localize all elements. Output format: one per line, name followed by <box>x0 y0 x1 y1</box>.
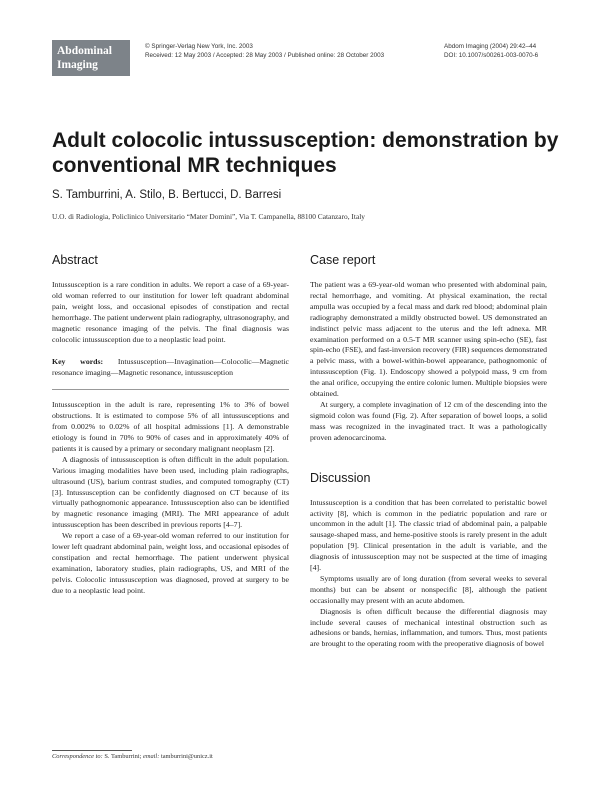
article-title: Adult colocolic intussusception: demonstration by conventional MR techniques <box>52 129 559 177</box>
doi-line: DOI: 10.1007/s00261-003-0070-6 <box>444 52 539 59</box>
keywords-label: Key words: <box>52 357 104 367</box>
discussion-heading: Discussion <box>310 470 371 485</box>
keywords-text: Intussusception—Invagination—Colocolic—Magnetic resonance imaging—Magnetic resonance, intussusception <box>52 357 289 378</box>
correspondence-label: Correspondence to: <box>52 753 103 760</box>
right-column <box>310 252 547 650</box>
case-report-heading: Case report <box>310 253 376 267</box>
abstract-divider <box>52 389 289 390</box>
abstract-text: Intussusception is a rare condition in adults. We report a case of a 69-year-old woman referred to our institution for lower left quadrant abdominal pain, weight loss, and occasional episodes of constipation and rectal hemorrhage. The patient underwent plain radiography, ultrasonography, and magnetic resonance imaging of the pelvis. The final diagnosis was colocolic intussusception due to a neoplastic lead point. <box>52 280 290 344</box>
abstract-heading: Abstract <box>52 253 98 267</box>
correspondence-name: S. Tamburrini; <box>104 753 142 760</box>
discussion-paragraph-1: Intussusception is a condition that has been correlated to peristaltic bowel activity [8], which is common in the pediatric population and rare or uncommon in the adult [1]. The classic triad of abdominal pain, a palpable sausage-shaped mass, and heme-positive stools is rarely present in the adult population [9]. Clinical presentation in the adult is variable, and the diagnosis of intussusception may not be suspected at the time of imaging [4]. <box>310 497 547 573</box>
intro-paragraph-3: We report a case of a 69-year-old woman referred to our institution for lower left quadrant abdominal pain, weight loss, and occasional episodes of constipation and rectal hemorrhage. The patient underwent physical examination, laboratory studies, plain radiographs, US, and MRI of the pelvis. Colocolic intussusception was diagnosed, proved at surgery to be due to a neoplastic lead point. <box>52 531 289 595</box>
left-column <box>52 252 289 597</box>
copyright-line: © Springer-Verlag New York, Inc. 2003 <box>145 43 253 50</box>
intro-paragraph-2: A diagnosis of intussusception is often difficult in the adult population. Various imaging modalities have been used, including plain radiographs, ultrasound (US), barium contrast studies, and computed tomography (CT) [3]. Intussusception can be confidently diagnosed on CT because of its virtually pathognomonic appearance. Intussusception also can be identified by magnetic resonance imaging (MRI). The MRI appearance of adult intussusception has been described in previous reports [4–7]. <box>52 454 289 530</box>
keywords <box>52 357 289 379</box>
intro-paragraph-1: Intussusception in the adult is rare, representing 1% to 3% of bowel obstructions. It is estimated to compose 5% of all intussusceptions and from 0.002% to 0.02% of all hospital admissions [1]. A demonstrable etiology is found in 70% to 90% of cases and in approximately 40% of patients it is caused by a primary or secondary malignant neoplasm [2]. <box>52 400 289 453</box>
correspondence-footnote <box>52 753 213 760</box>
email-label: email: <box>143 753 160 760</box>
case-report-paragraph-2: At surgery, a complete invagination of 12 cm of the descending into the sigmoid colon was found (Fig. 2). After separation of bowel loops, a solid mass was recognized in the invaginated tract. It was a pathologically proven adenocarcinoma. <box>310 399 547 442</box>
citation-info <box>444 42 538 60</box>
publication-info <box>145 42 384 60</box>
dates-line: Received: 12 May 2003 / Accepted: 28 May 2003 / Published online: 28 October 2003 <box>145 52 385 59</box>
citation-line: Abdom Imaging (2004) 29:42–44 <box>444 43 537 50</box>
author-list: S. Tamburrini, A. Stilo, B. Bertucci, D. Barresi <box>52 189 282 201</box>
affiliation: U.O. di Radiologia, Policlinico Universitario “Mater Domini”, Via T. Campanella, 88100 Catanzaro, Italy <box>52 212 365 221</box>
correspondence-email[interactable]: tamburrini@unicz.it <box>160 753 213 760</box>
journal-logo <box>52 40 130 76</box>
journal-logo-line2: Imaging <box>57 59 98 71</box>
discussion-paragraph-3: Diagnosis is often difficult because the differential diagnosis may include several causes of mechanical intestinal obstruction such as adhesions or bands, hernias, inflammation, and tumors. Thus, most patients are brought to the operating room with the preoperative diagnosis of bowel <box>310 606 547 649</box>
footnote-divider <box>52 750 132 751</box>
case-report-paragraph-1: The patient was a 69-year-old woman who presented with abdominal pain, rectal hemorrhage, and vomiting. At physical examination, the rectal ampulla was occupied by a fecal mass and dark red blood; abdominal plain radiography demonstrated a mildly obstructed bowel. US demonstrated an indistinct pelvic mass adjacent to the uterus and the left adnexa. MR examination performed on a 0.5-T MR scanner using spin-echo (SE), fast spin-echo (FSE), and fast-inversion recovery (FIR) sequences demonstrated a pelvic mass, with a bowel-within-bowel appearance, pathognomonic of intussusception (Fig. 1). Endoscopy showed a polypoid mass, 9 cm from the anal orifice, occupying the entire colonic lumen. Multiple biopsies were obtained. <box>310 280 547 399</box>
journal-logo-line1: Abdominal <box>57 45 112 57</box>
discussion-paragraph-2: Symptoms usually are of long duration (from several weeks to several months) but can be absent or nonspecific [8], although the patient occasionally may present with an acute abdomen. <box>310 573 547 605</box>
